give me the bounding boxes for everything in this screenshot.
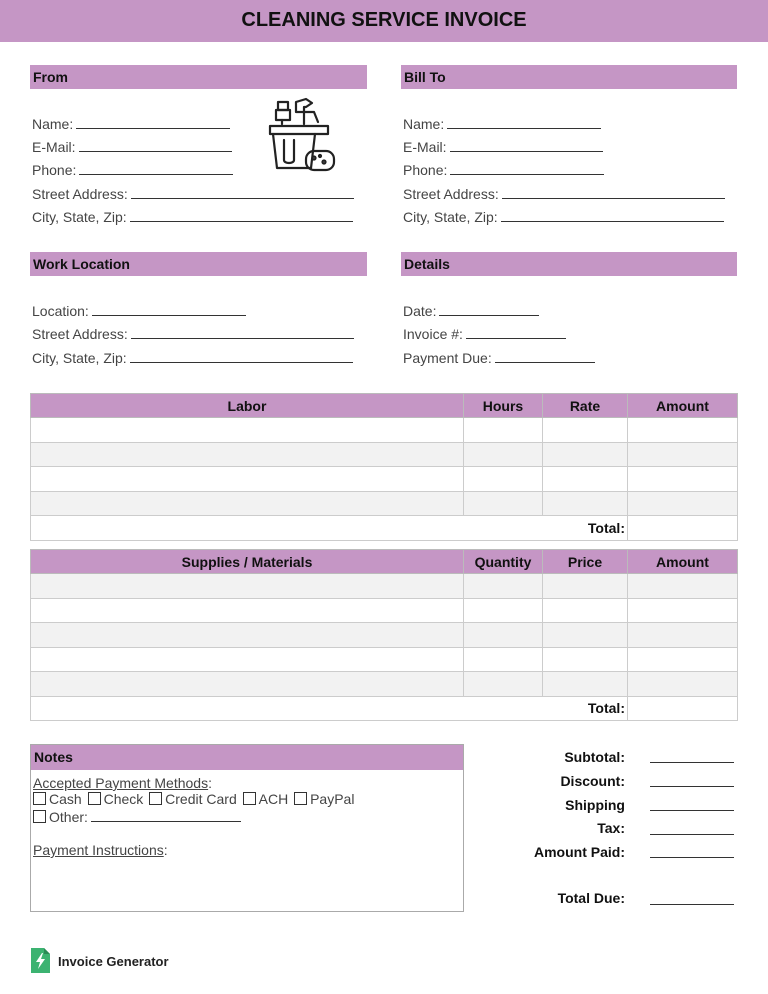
table-row (31, 647, 738, 672)
bill-street-label: Street Address: (403, 186, 499, 202)
subtotal-line[interactable] (650, 762, 734, 763)
discount-line[interactable] (650, 786, 734, 787)
labor-cell[interactable] (31, 491, 464, 516)
subtotal-text: Subtotal (564, 749, 621, 765)
table-row (31, 574, 738, 599)
from-city-line (130, 210, 353, 222)
amount-paid-line[interactable] (650, 857, 734, 858)
work-city-line (130, 351, 353, 363)
labor-total-cell[interactable] (628, 516, 738, 541)
from-name-label: Name: (32, 116, 74, 132)
amount-cell[interactable] (628, 491, 738, 516)
labor-amount-col-header: Amount (628, 394, 738, 418)
price-cell[interactable] (543, 598, 628, 623)
amount-cell[interactable] (628, 467, 738, 492)
hours-col-header: Hours (464, 394, 543, 418)
amount-cell[interactable] (628, 418, 738, 443)
payment-due-line (495, 351, 595, 363)
from-street-line (131, 187, 354, 199)
supplies-table (30, 549, 738, 721)
invoice-number-line (466, 327, 566, 339)
date-line (439, 304, 539, 316)
labor-cell[interactable] (31, 442, 464, 467)
supplies-header-row (31, 550, 738, 574)
labor-header-row (31, 394, 738, 418)
payment-due-label: Payment Due: (403, 350, 492, 366)
cleaning-supplies-icon (264, 96, 338, 174)
table-row (31, 442, 738, 467)
supply-cell[interactable] (31, 574, 464, 599)
total-due-line[interactable] (650, 904, 734, 905)
labor-table (30, 393, 738, 541)
bill-email-line (450, 140, 603, 152)
price-cell[interactable] (543, 623, 628, 648)
invoice-title: CLEANING SERVICE INVOICE (241, 9, 527, 31)
hours-cell[interactable] (464, 442, 543, 467)
other-method-row (33, 809, 241, 825)
from-heading: From (30, 65, 367, 89)
labor-cell[interactable] (31, 467, 464, 492)
supplies-amount-col-header: Amount (628, 550, 738, 574)
bill-name-field[interactable] (403, 116, 601, 132)
amount-paid-text: Amount Paid (533, 844, 621, 860)
amount-cell[interactable] (628, 442, 738, 467)
from-name-field[interactable] (32, 116, 230, 132)
payment-methods-options (33, 791, 354, 807)
table-row (31, 418, 738, 443)
date-field[interactable] (403, 303, 539, 319)
quantity-cell[interactable] (464, 623, 543, 648)
from-email-line (79, 140, 232, 152)
details-heading: Details (401, 252, 737, 276)
labor-total-row (31, 516, 738, 541)
from-phone-line (79, 163, 233, 175)
bill-name-label: Name: (403, 116, 445, 132)
payment-due-field[interactable] (403, 350, 595, 366)
rate-cell[interactable] (543, 442, 628, 467)
amount-cell[interactable] (628, 598, 738, 623)
invoice-number-field[interactable] (403, 326, 566, 342)
other-label: Other: (49, 809, 88, 825)
from-name-line (76, 117, 230, 129)
cash-checkbox[interactable] (33, 792, 46, 805)
bill-email-field[interactable] (403, 139, 603, 155)
work-location-label: Location: (32, 303, 89, 319)
cash-label: Cash (49, 791, 82, 807)
bill-street-field[interactable] (403, 186, 725, 202)
footer-brand: Invoice Generator (58, 954, 169, 969)
price-cell[interactable] (543, 574, 628, 599)
notes-box[interactable] (30, 744, 464, 912)
credit-card-label: Credit Card (165, 791, 237, 807)
bill-phone-label: Phone: (403, 162, 448, 178)
total-due-text: Total Due (557, 890, 621, 906)
work-street-line (131, 327, 354, 339)
ach-checkbox[interactable] (243, 792, 256, 805)
payment-instructions-label: Payment Instructions (33, 842, 164, 858)
price-cell[interactable] (543, 672, 628, 697)
discount-text: Discount (560, 773, 621, 789)
date-label: Date: (403, 303, 437, 319)
table-row (31, 467, 738, 492)
ach-label: ACH (258, 791, 289, 807)
quantity-col-header: Quantity (464, 550, 543, 574)
amount-cell[interactable] (628, 647, 738, 672)
bill-to-heading: Bill To (401, 65, 737, 89)
total-due-label: Total Due: (557, 890, 625, 906)
paypal-label: PayPal (310, 791, 355, 807)
from-street-label: Street Address: (32, 186, 128, 202)
table-row (31, 672, 738, 697)
work-location-heading: Work Location (30, 252, 367, 276)
quantity-cell[interactable] (464, 672, 543, 697)
bill-street-line (502, 187, 725, 199)
supplies-col-header: Supplies / Materials (31, 550, 464, 574)
hours-cell[interactable] (464, 467, 543, 492)
shipping-label (480, 797, 625, 813)
work-city-label: City, State, Zip: (32, 350, 127, 366)
quantity-cell[interactable] (464, 647, 543, 672)
rate-cell[interactable] (543, 491, 628, 516)
supplies-total-cell[interactable] (628, 696, 738, 721)
other-line[interactable] (91, 810, 241, 822)
invoice-generator-logo-icon (31, 948, 50, 973)
quantity-cell[interactable] (464, 598, 543, 623)
tax-line[interactable] (650, 834, 734, 835)
payment-instructions-heading: Payment Instructions: (33, 842, 168, 858)
supplies-total-row (31, 696, 738, 721)
other-checkbox[interactable] (33, 810, 46, 823)
supplies-total-label: Total: (31, 696, 628, 721)
labor-total-label: Total: (31, 516, 628, 541)
hours-cell[interactable] (464, 491, 543, 516)
quantity-cell[interactable] (464, 574, 543, 599)
credit-card-checkbox[interactable] (149, 792, 162, 805)
bill-city-field[interactable] (403, 209, 724, 225)
table-row (31, 491, 738, 516)
invoice-number-label: Invoice #: (403, 326, 463, 342)
work-street-field[interactable] (32, 326, 354, 342)
supply-cell[interactable] (31, 598, 464, 623)
work-location-line (92, 304, 246, 316)
from-city-label: City, State, Zip: (32, 209, 127, 225)
from-email-label: E-Mail: (32, 139, 76, 155)
price-col-header: Price (543, 550, 628, 574)
check-label: Check (103, 791, 144, 807)
labor-cell[interactable] (31, 418, 464, 443)
subtotal-label: Subtotal: (564, 749, 625, 765)
check-checkbox[interactable] (88, 792, 101, 805)
discount-label: Discount: (560, 773, 625, 789)
from-phone-label: Phone: (32, 162, 77, 178)
supply-cell[interactable] (31, 672, 464, 697)
amount-paid-label: Amount Paid: (533, 844, 625, 860)
rate-cell[interactable] (543, 418, 628, 443)
bill-city-label: City, State, Zip: (403, 209, 498, 225)
paypal-checkbox[interactable] (294, 792, 307, 805)
bill-phone-field[interactable] (403, 162, 604, 178)
rate-cell[interactable] (543, 467, 628, 492)
amount-cell[interactable] (628, 574, 738, 599)
payment-methods-heading: Accepted Payment Methods: (33, 775, 212, 791)
work-location-field[interactable] (32, 303, 246, 319)
from-street-field[interactable] (32, 186, 354, 202)
payment-methods-label: Accepted Payment Methods (33, 775, 209, 791)
supply-cell[interactable] (31, 647, 464, 672)
amount-cell[interactable] (628, 672, 738, 697)
table-row (31, 623, 738, 648)
bill-name-line (447, 117, 601, 129)
from-email-field[interactable] (32, 139, 232, 155)
bill-city-line (501, 210, 724, 222)
labor-col-header: Labor (31, 394, 464, 418)
work-street-label: Street Address: (32, 326, 128, 342)
work-city-field[interactable] (32, 350, 353, 366)
shipping-line[interactable] (650, 810, 734, 811)
bill-phone-line (450, 163, 604, 175)
shipping-text: Shipping (565, 797, 625, 813)
from-phone-field[interactable] (32, 162, 233, 178)
rate-col-header: Rate (543, 394, 628, 418)
bill-email-label: E-Mail: (403, 139, 447, 155)
table-row (31, 598, 738, 623)
price-cell[interactable] (543, 647, 628, 672)
amount-cell[interactable] (628, 623, 738, 648)
hours-cell[interactable] (464, 418, 543, 443)
notes-heading: Notes (31, 745, 463, 770)
from-city-field[interactable] (32, 209, 353, 225)
supply-cell[interactable] (31, 623, 464, 648)
tax-label: Tax: (597, 820, 625, 836)
tax-text: Tax (597, 820, 621, 836)
